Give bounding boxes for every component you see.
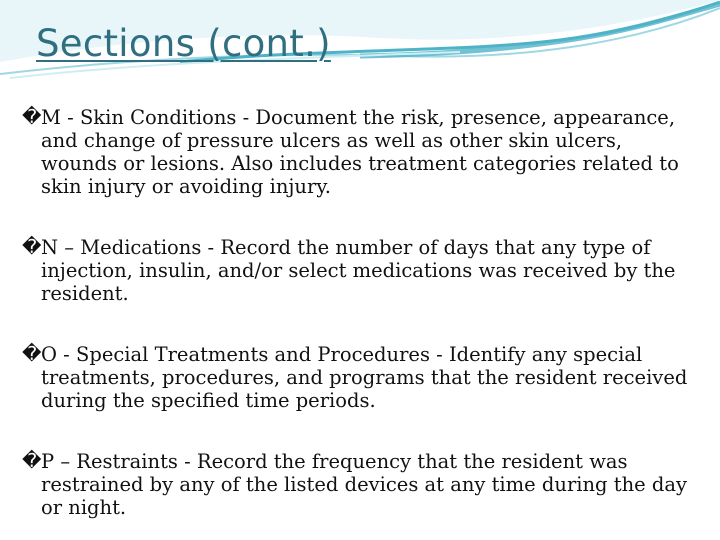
bullet-icon: �	[22, 236, 42, 258]
bullet-icon: �	[22, 106, 42, 128]
bullet-item-section-o	[22, 343, 698, 412]
bullet-item-section-n	[22, 236, 698, 305]
bullet-item-section-m	[22, 106, 698, 198]
bullet-item-section-p	[22, 450, 698, 519]
slide-title: Sections (cont.)	[36, 22, 331, 65]
bullet-text: M - Skin Conditions - Document the risk, presence, appearance, and change of pressure ulcers as well as other skin ulcers, wounds or lesions. Also includes treatment categories related to skin injury or avoiding injury.	[41, 106, 679, 198]
bullet-list	[22, 100, 698, 519]
bullet-text: O - Special Treatments and Procedures - Identify any special treatments, procedures, and programs that the resident received during the specified time periods.	[41, 343, 688, 412]
bullet-icon: �	[22, 343, 42, 365]
bullet-icon: �	[22, 450, 42, 472]
bullet-text: P – Restraints - Record the frequency that the resident was restrained by any of the listed devices at any time during the day or night.	[41, 450, 687, 519]
bullet-text: N – Medications - Record the number of days that any type of injection, insulin, and/or select medications was received by the resident.	[41, 236, 676, 305]
